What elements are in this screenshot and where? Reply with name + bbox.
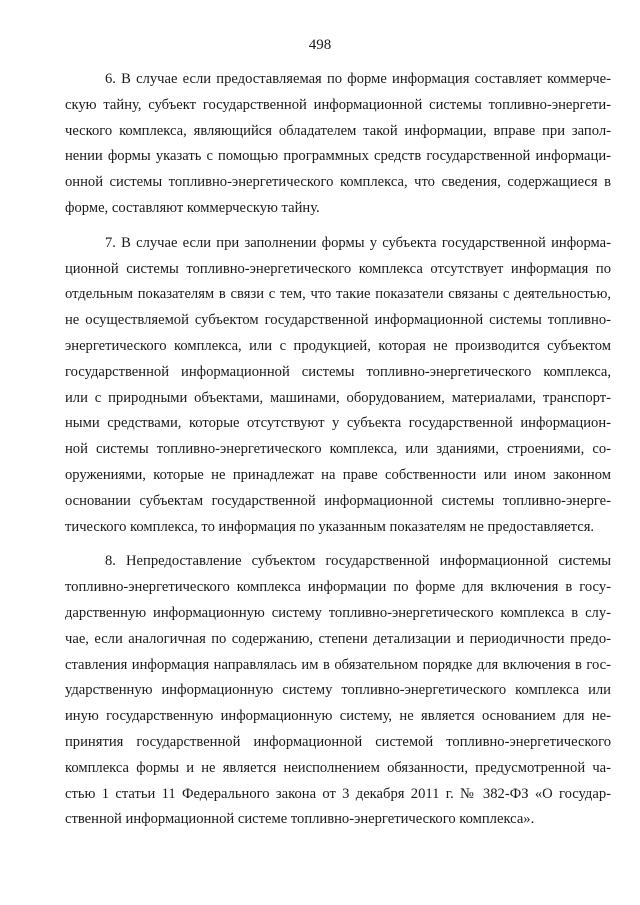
text-line: стью 1 статьи 11 Федерального закона от 3 декабря 2011 г. № 382-ФЗ «О госудаp-: [65, 785, 611, 802]
text-line: ными средствами, которые отсутствуют у субъекта государственной информацион-: [65, 415, 611, 432]
text-line: ственной информационной системе топливно-энергетического комплекса».: [65, 811, 535, 828]
text-line: ной системы топливно-энергетического комплекса, или зданиями, строениями, со-: [65, 441, 611, 458]
paragraph-7: [65, 231, 611, 541]
text-line: не осуществляемой субъектом государственной информационной системы топливно-: [65, 312, 611, 329]
text-line: 8. Непредоставление субъектом государственной информационной системы: [105, 553, 611, 570]
text-line: форме, составляют коммерческую тайну.: [65, 199, 320, 216]
text-line: дарственную информационную систему топливно-энергетического комплекса в слу-: [65, 604, 611, 621]
document-body: [65, 67, 611, 842]
text-line: энергетического комплекса, или с продукцией, которая не производится субъектом: [65, 337, 611, 354]
text-line: ционной системы топливно-энергетического комплекса отсутствует информация по: [65, 260, 611, 277]
text-line: 6. В случае если предоставляемая по форме информация составляет коммерче-: [105, 71, 611, 87]
page-number: 498: [308, 37, 332, 53]
text-line: 7. В случае если при заполнении формы у субъекта государственной информа-: [105, 234, 611, 251]
text-line: принятия государственной информационной системой топливно-энергетического: [65, 733, 611, 750]
text-line: отдельным показателям в связи с тем, что такие показатели связаны с деятельностью,: [65, 286, 611, 303]
text-line: чае, если аналогичная по содержанию, степени детализации и периодичности предо-: [65, 630, 611, 647]
text-line: ческого комплекса, являющийся обладателем такой информации, вправе при запол-: [65, 122, 611, 139]
text-line: оружениями, которые не принадлежат на праве собственности или ином законном: [65, 466, 611, 483]
text-line: ударственную информационную систему топливно-энергетического комплекса или: [65, 682, 611, 699]
text-line: иную государственную информационную систему, не является основанием для не-: [65, 708, 611, 725]
text-line: скую тайну, субъект государственной информационной системы топливно-энергети-: [65, 96, 611, 113]
text-line: тического комплекса, то информация по указанным показателям не предоставляется.: [65, 518, 595, 535]
paragraph-8: [65, 549, 611, 833]
text-line: основании субъектам государственной информационной системы топливно-энерге-: [65, 492, 611, 509]
text-line: государственной информационной системы топливно-энергетического комплекса,: [65, 363, 611, 380]
text-line: топливно-энергетического комплекса информации по форме для включения в госу-: [65, 579, 611, 596]
text-line: ставления информация направлялась им в обязательном порядке для включения в гос-: [65, 656, 611, 673]
text-line: или с природными объектами, машинами, оборудованием, материалами, транспорт-: [65, 389, 611, 406]
text-line: комплекса формы и не является неисполнением обязанности, предусмотренной ча-: [65, 759, 611, 776]
paragraph-6: [65, 67, 611, 222]
text-line: нении формы указать с помощью программных средств государственной информаци-: [65, 148, 611, 165]
text-line: онной системы топливно-энергетического комплекса, что сведения, содержащиеся в: [65, 174, 611, 191]
